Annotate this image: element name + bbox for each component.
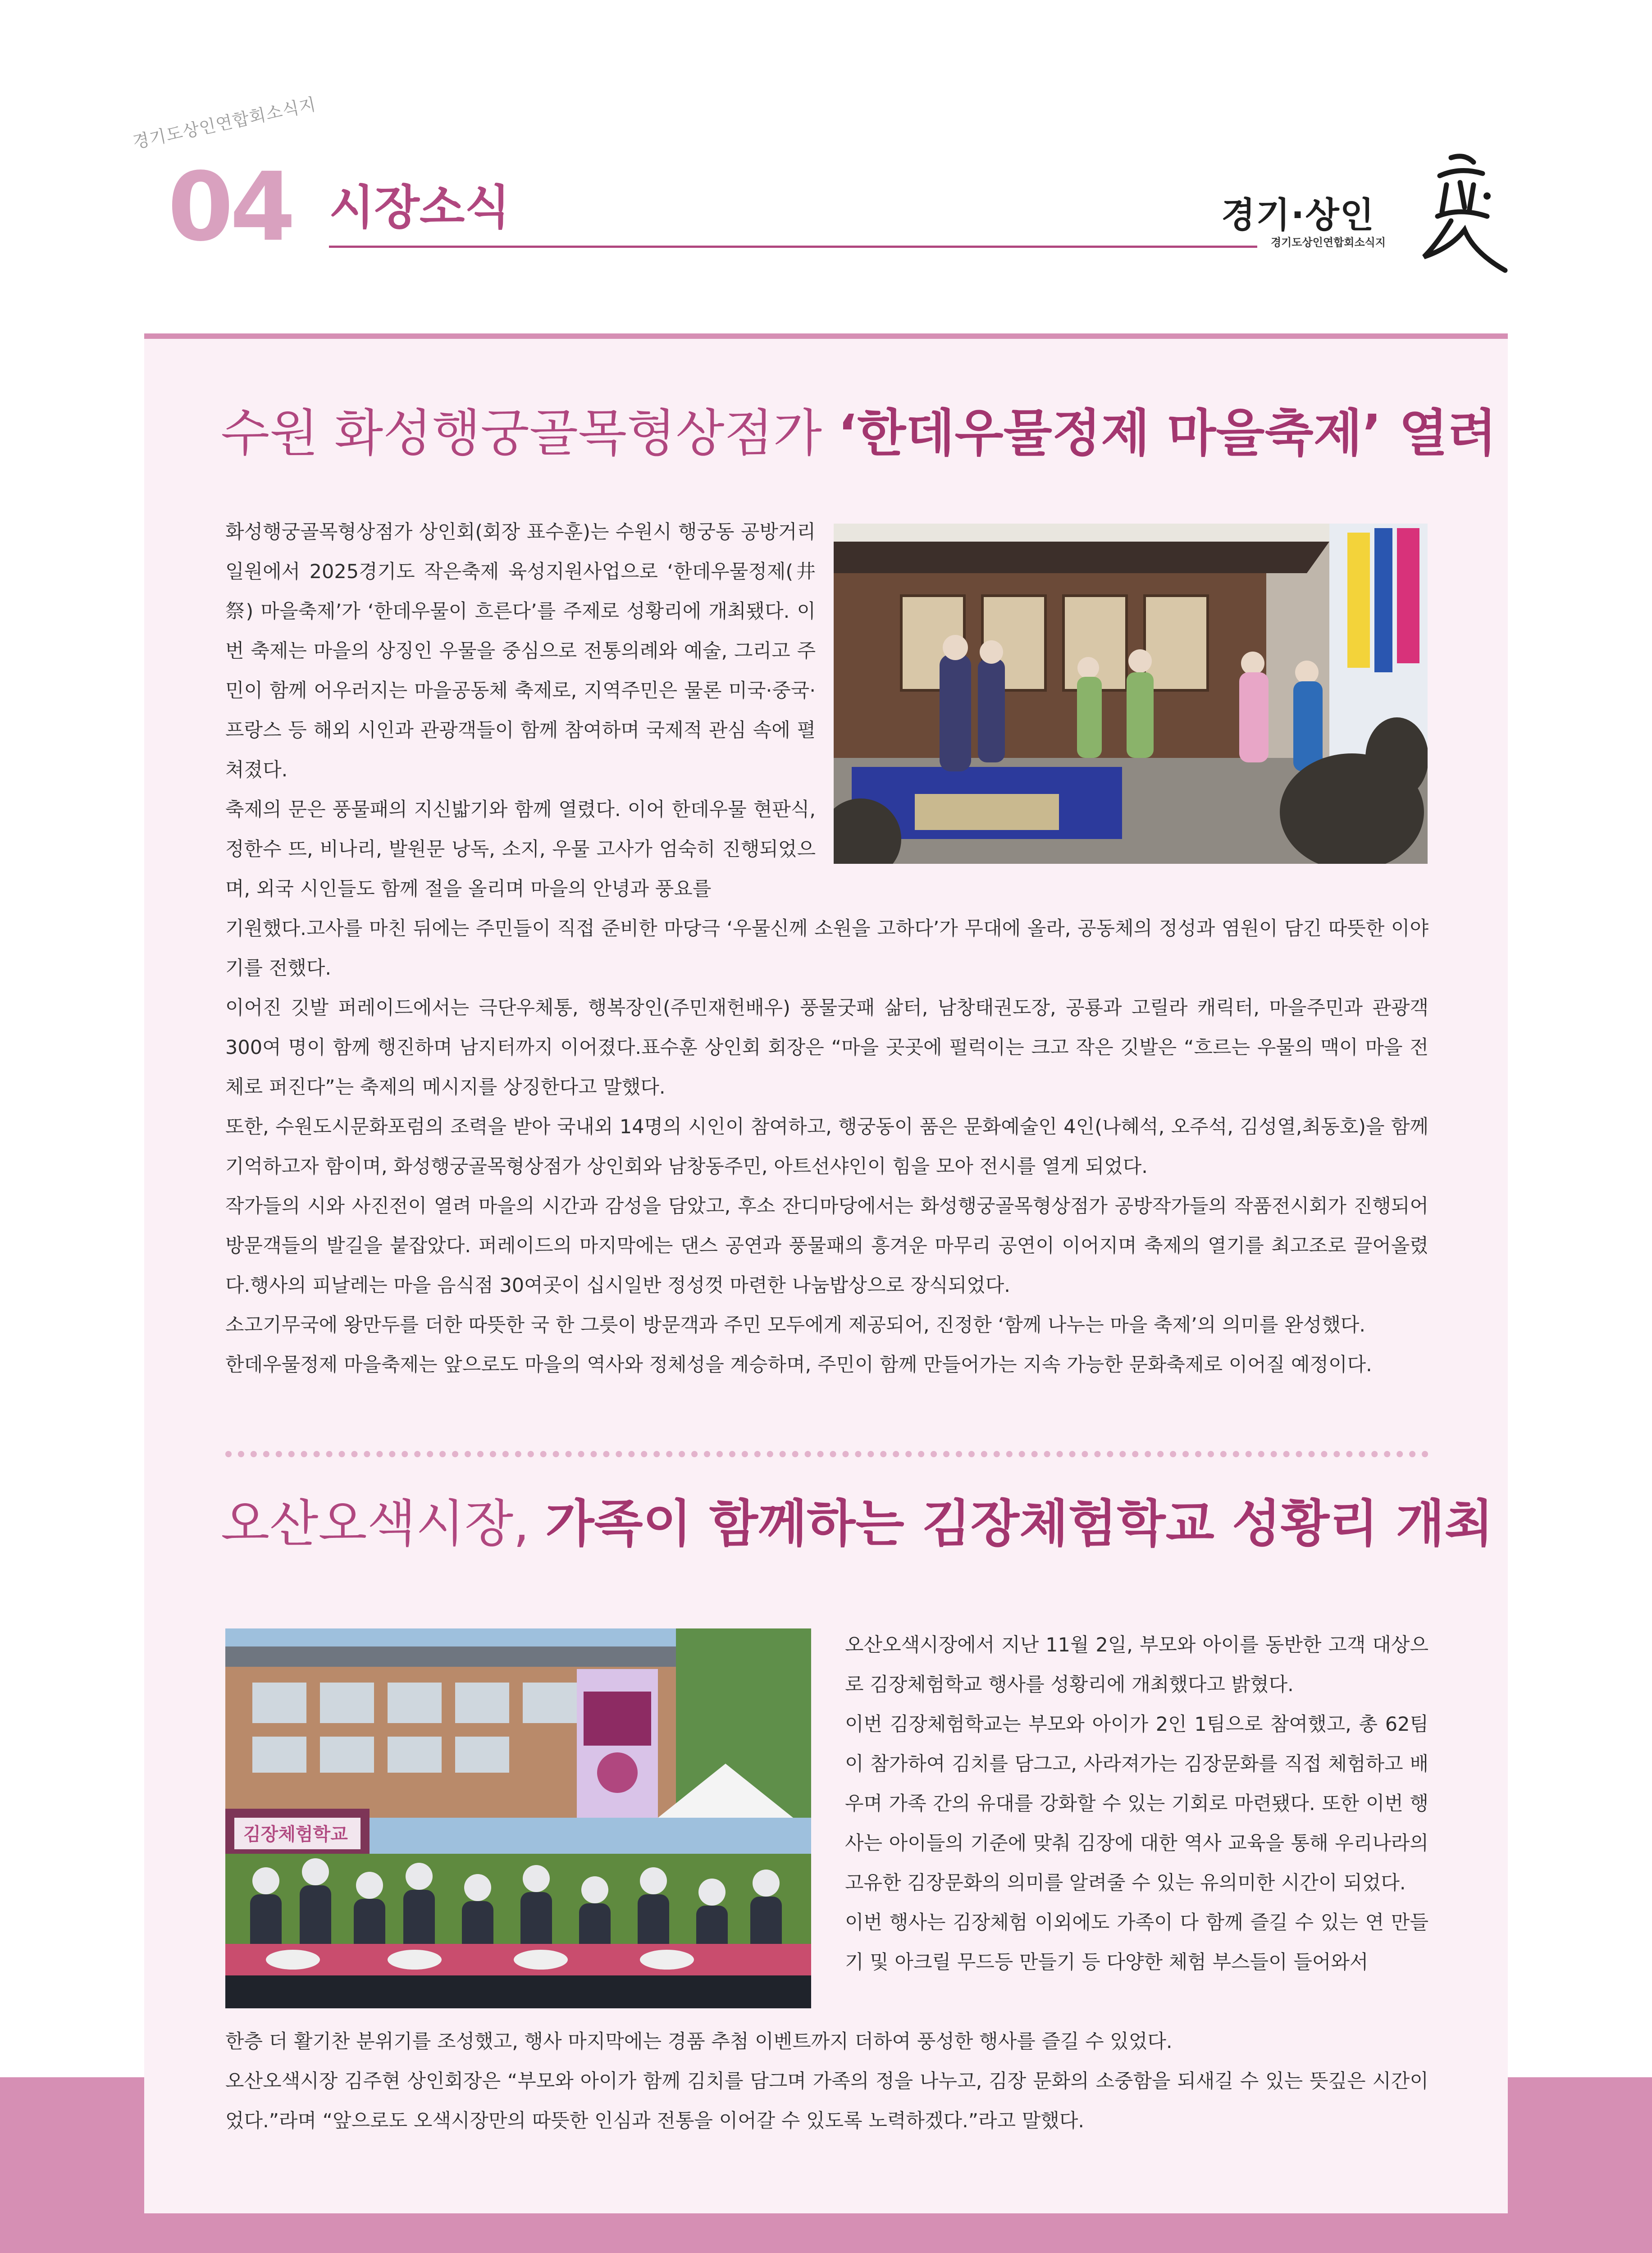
logo-subtitle: 경기도상인연합회소식지: [1271, 236, 1386, 249]
kimchi-event-photo: [225, 1628, 811, 2008]
article2-title-bold: 가족이 함께하는 김장체험학교 성황리 개최: [545, 1495, 1493, 1553]
dotted-divider: [225, 1451, 1428, 1457]
article1-paragraph: 이어진 깃발 퍼레이드에서는 극단우체통, 행복장인(주민재헌배우) 풍물굿패 삶터, 남창태권도장, 공룡과 고릴라 캐릭터, 마을주민과 관광객 300여 명이 함께 행진하며 남지터까지 이어졌다.표수훈 상인회 회장은 “마을 곳곳에 펄럭이는 크고 작은 깃발은 “흐르는 우물의 맥이 마을 전체로 퍼진다”는 축제의 메시지를 상징한다고 말했다.: [225, 997, 1428, 1099]
article1-paragraph: 화성행궁골목형상점가 상인회(회장 표수훈)는 수원시 행궁동 공방거리 일원에서 2025경기도 작은축제 육성지원사업으로 ‘한데우물정제(井祭) 마을축제’가 ‘한데우물이 흐른다’를 주제로 성황리에 개최됐다. 이번 축제는 마을의 상징인 우물을 중심으로 전통의례와 예술, 그리고 주민이 함께 어우러지는 마을공동체 축제로, 지역주민은 물론 미국·중국·프랑스 등 해외 시인과 관광객들이 함께 참여하며 국제적 관심 속에 펼쳐졌다.: [225, 521, 816, 781]
festival-photo-illustration: [834, 524, 1428, 864]
article1-paragraph: 작가들의 시와 사진전이 열려 마을의 시간과 감성을 담았고, 후소 잔디마당에서는 화성행궁골목형상점가 공방작가들의 작품전시회가 진행되어 방문객들의 발길을 붙잡았다. 퍼레이드의 마지막에는 댄스 공연과 풍물패의 흥겨운 마무리 공연이 이어지며 축제의 열기를 최고조로 끌어올렸다.행사의 피날레는 마을 음식점 30여곳이 십시일반 정성껏 마련한 나눔밥상으로 장식되었다.: [225, 1195, 1428, 1297]
article2-paragraph: 오산오색시장 김주현 상인회장은 “부모와 아이가 함께 김치를 담그며 가족의 정을 나누고, 김장 문화의 소중함을 되새길 수 있는 뜻깊은 시간이었다.”라며 “앞으로도 오색시장만의 따뜻한 인심과 전통을 이어갈 수 있도록 노력하겠다.”라고 말했다.: [225, 2070, 1428, 2132]
article2-title-light: 오산오색시장,: [221, 1495, 546, 1553]
photo-banner-text: 김장체험학교: [243, 1824, 348, 1845]
article1-wrapped-text: [225, 512, 816, 909]
festival-photo: [834, 524, 1428, 864]
article1-title-bold: ‘한데우물정제 마을축제’ 열려: [838, 404, 1497, 463]
header-rule: [329, 246, 1257, 248]
article2-full-text: [225, 2022, 1428, 2141]
article1-paragraph: 축제의 문은 풍물패의 지신밟기와 함께 열렸다. 이어 한데우물 현판식, 정한수 뜨, 비나리, 발원문 낭독, 소지, 우물 고사가 엄숙히 진행되었으며, 외국 시인들도 함께 절을 올리며 마을의 안녕과 풍요를: [225, 798, 816, 900]
page-number: 04: [168, 152, 292, 262]
article1-paragraph: 소고기무국에 왕만두를 더한 따뜻한 국 한 그릇이 방문객과 주민 모두에게 제공되어, 진정한 ‘함께 나누는 마을 축제’의 의미를 완성했다.: [225, 1314, 1366, 1336]
article1-title: [221, 402, 1497, 465]
magazine-logo: [1217, 149, 1514, 284]
article2-paragraph: 이번 김장체험학교는 부모와 아이가 2인 1팀으로 참여했고, 총 62팀이 참가하여 김치를 담그고, 사라져가는 김장문화를 직접 체험하고 배우며 가족 간의 유대를 강화할 수 있는 기회로 마련됐다. 또한 이번 행사는 아이들의 기준에 맞춰 김장에 대한 역사 교육을 통해 우리나라의 고유한 김장문화의 의미를 알려줄 수 있는 유의미한 시간이 되었다.: [845, 1713, 1428, 1894]
article2-paragraph: 이번 행사는 김장체험 이외에도 가족이 다 함께 즐길 수 있는 연 만들기 및 아크릴 무드등 만들기 등 다양한 체험 부스들이 들어와서: [845, 1911, 1428, 1974]
article1-title-light: 수원 화성행궁골목형상점가: [221, 404, 838, 463]
article2-paragraph: 오산오색시장에서 지난 11월 2일, 부모와 아이를 동반한 고객 대상으로 김장체험학교 행사를 성황리에 개최했다고 밝혔다.: [845, 1634, 1428, 1696]
kimchi-event-photo-illustration: [225, 1628, 811, 2008]
article1-paragraph: 또한, 수원도시문화포럼의 조력을 받아 국내외 14명의 시인이 참여하고, 행궁동이 품은 문화예술인 4인(나혜석, 오주석, 김성열,최동호)을 함께 기억하고자 함이며, 화성행궁골목형상점가 상인회와 남창동주민, 아트선샤인이 힘을 모아 전시를 열게 되었다.: [225, 1116, 1428, 1178]
article1-full-text: [225, 909, 1428, 1385]
article2-paragraph: 한층 더 활기찬 분위기를 조성했고, 행사 마지막에는 경품 추첨 이벤트까지 더하여 풍성한 행사를 즐길 수 있었다.: [225, 2030, 1173, 2053]
logo-text: 경기·상인: [1221, 195, 1375, 236]
section-title: 시장소식: [329, 180, 510, 235]
news-panel: [144, 333, 1508, 2213]
brush-calligraphy-icon: [1397, 149, 1514, 284]
article1-paragraph: 기원했다.고사를 마친 뒤에는 주민들이 직접 준비한 마당극 ‘우물신께 소원을 고하다’가 무대에 올라, 공동체의 정성과 염원이 담긴 따뜻한 이야기를 전했다.: [225, 917, 1428, 980]
article2-wrapped-text: [845, 1625, 1428, 1982]
magazine-label: 경기도상인연합회소식지: [131, 94, 318, 153]
article1-paragraph: 한데우물정제 마을축제는 앞으로도 마을의 역사와 정체성을 계승하며, 주민이 함께 만들어가는 지속 가능한 문화축제로 이어질 예정이다.: [225, 1354, 1372, 1376]
article2-title: [221, 1492, 1493, 1555]
